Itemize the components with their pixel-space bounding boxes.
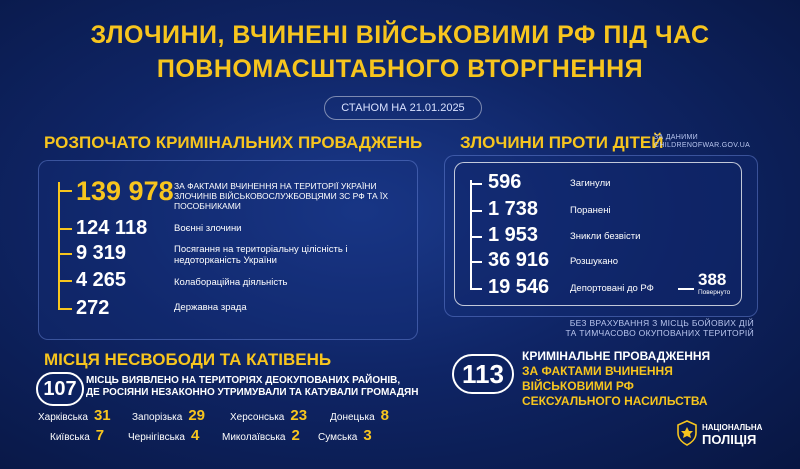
page-title-line1: ЗЛОЧИНИ, ВЧИНЕНІ ВІЙСЬКОВИМИ РФ ПІД ЧАС — [90, 21, 710, 49]
region-value: 23 — [290, 407, 308, 424]
collaboration-label: Колабораційна діяльність — [174, 277, 288, 288]
tree-branch — [58, 228, 72, 230]
tree-branch — [470, 210, 482, 212]
region-name: Сумська — [318, 432, 358, 443]
integrity-label: Посягання на територіальну цілісність і недоторканість України — [174, 244, 348, 266]
children-injured-value: 1 738 — [488, 198, 539, 220]
date-badge: СТАНОМ НА 21.01.2025 — [324, 96, 482, 120]
tree-branch — [470, 236, 482, 238]
children-found-value: 36 916 — [488, 249, 550, 271]
region-kherson — [230, 407, 307, 424]
region-value: 2 — [291, 427, 300, 444]
region-name: Чернігівська — [128, 432, 185, 443]
page-title-line2: ПОВНОМАСШТАБНОГО ВТОРГНЕННЯ — [156, 55, 644, 83]
detention-text-line2: ДЕ РОСІЯНИ НЕЗАКОННО УТРИМУВАЛИ ТА КАТУВАЛИ ГРОМАДЯН — [86, 387, 419, 398]
region-name: Донецька — [330, 412, 375, 423]
children-note — [540, 318, 754, 338]
region-kyiv — [50, 427, 104, 444]
region-donetsk — [330, 407, 389, 424]
sexual-violence-count: 113 — [452, 354, 514, 394]
children-source-line2: CHILDRENOFWAR.GOV.UA — [654, 142, 751, 149]
sexual-line1: КРИМІНАЛЬНЕ ПРОВАДЖЕННЯ — [522, 349, 711, 363]
children-found-label: Розшукано — [570, 256, 619, 267]
children-note-line1: БЕЗ ВРАХУВАННЯ З МІСЦЬ БОЙОВИХ ДІЙ — [569, 318, 754, 328]
children-returned-value: 388 — [698, 270, 727, 289]
tree-branch — [470, 261, 482, 263]
police-logo-text — [702, 422, 762, 446]
logo-line1: НАЦІОНАЛЬНА — [702, 423, 763, 432]
region-zaporizhzhia — [132, 407, 205, 424]
criminal-total-label: ЗА ФАКТАМИ ВЧИНЕННЯ НА ТЕРИТОРІЇ УКРАЇНИ ЗЛОЧИНІВ ВІЙСЬКОВОСЛУЖБОВЦЯМИ ЗС РФ ТА ЇХ ПОСОБНИКАМИ — [174, 181, 389, 211]
region-name: Миколаївська — [222, 432, 286, 443]
region-chernihiv — [128, 427, 199, 444]
children-heading: ЗЛОЧИНИ ПРОТИ ДІТЕЙ — [460, 133, 664, 152]
detention-heading: МІСЦЯ НЕСВОБОДИ ТА КАТІВЕНЬ — [44, 350, 332, 369]
criminal-heading: РОЗПОЧАТО КРИМІНАЛЬНИХ ПРОВАДЖЕНЬ — [44, 133, 423, 152]
children-deported-label: Депортовані до РФ — [570, 283, 654, 294]
region-value: 31 — [93, 407, 111, 424]
children-source-line1: ЗА ДАНИМИ — [654, 134, 698, 141]
children-deported-value: 19 546 — [488, 276, 550, 298]
treason-value: 272 — [76, 297, 110, 319]
police-emblem-icon — [676, 420, 698, 446]
detention-text-line1: МІСЦЬ ВИЯВЛЕНО НА ТЕРИТОРІЯХ ДЕОКУПОВАНИХ РАЙОНІВ, — [86, 375, 401, 386]
detention-count: 107 — [36, 372, 84, 406]
children-returned-label: Повернуто — [698, 289, 731, 296]
children-missing-value: 1 953 — [488, 224, 539, 246]
sexual-violence-text — [522, 349, 710, 409]
region-value: 7 — [95, 427, 105, 444]
integrity-value: 9 319 — [76, 242, 127, 264]
collaboration-value: 4 265 — [76, 269, 127, 291]
logo-line2: ПОЛІЦІЯ — [702, 432, 757, 447]
treason-label: Державна зрада — [174, 302, 247, 313]
region-value: 8 — [380, 407, 389, 424]
tree-branch — [58, 190, 72, 192]
children-note-line2: ТА ТИМЧАСОВО ОКУПОВАНИХ ТЕРИТОРІЙ — [565, 328, 754, 338]
children-tree-line — [470, 180, 472, 290]
criminal-total-value: 139 978 — [76, 176, 174, 206]
sexual-line4: СЕКСУАЛЬНОГО НАСИЛЬСТВА — [522, 394, 708, 408]
region-name: Харківська — [38, 412, 88, 423]
detention-text — [86, 375, 418, 399]
region-name: Херсонська — [230, 412, 285, 423]
war-crimes-value: 124 118 — [76, 217, 148, 239]
region-name: Запорізька — [132, 412, 183, 423]
children-killed-label: Загинули — [570, 178, 611, 189]
tree-branch — [58, 280, 72, 282]
children-source — [654, 134, 750, 150]
children-missing-label: Зникли безвісти — [570, 231, 641, 242]
region-sumy — [318, 427, 372, 444]
tree-branch — [58, 308, 72, 310]
tree-branch — [470, 183, 482, 185]
sexual-line2: ЗА ФАКТАМИ ВЧИНЕННЯ — [522, 364, 673, 378]
war-crimes-label: Воєнні злочини — [174, 223, 242, 234]
region-value: 3 — [363, 427, 372, 444]
region-name: Київська — [50, 432, 90, 443]
children-killed-value: 596 — [488, 171, 522, 193]
region-value: 4 — [190, 427, 200, 444]
region-kharkiv — [38, 407, 111, 424]
criminal-tree-line — [58, 182, 60, 310]
tree-branch — [470, 288, 482, 290]
sexual-line3: ВІЙСЬКОВИМИ РФ — [522, 379, 634, 393]
tree-branch — [58, 253, 72, 255]
returned-connector — [678, 288, 694, 290]
children-injured-label: Поранені — [570, 205, 611, 216]
region-value: 29 — [188, 407, 205, 424]
region-mykolaiv — [222, 427, 300, 444]
